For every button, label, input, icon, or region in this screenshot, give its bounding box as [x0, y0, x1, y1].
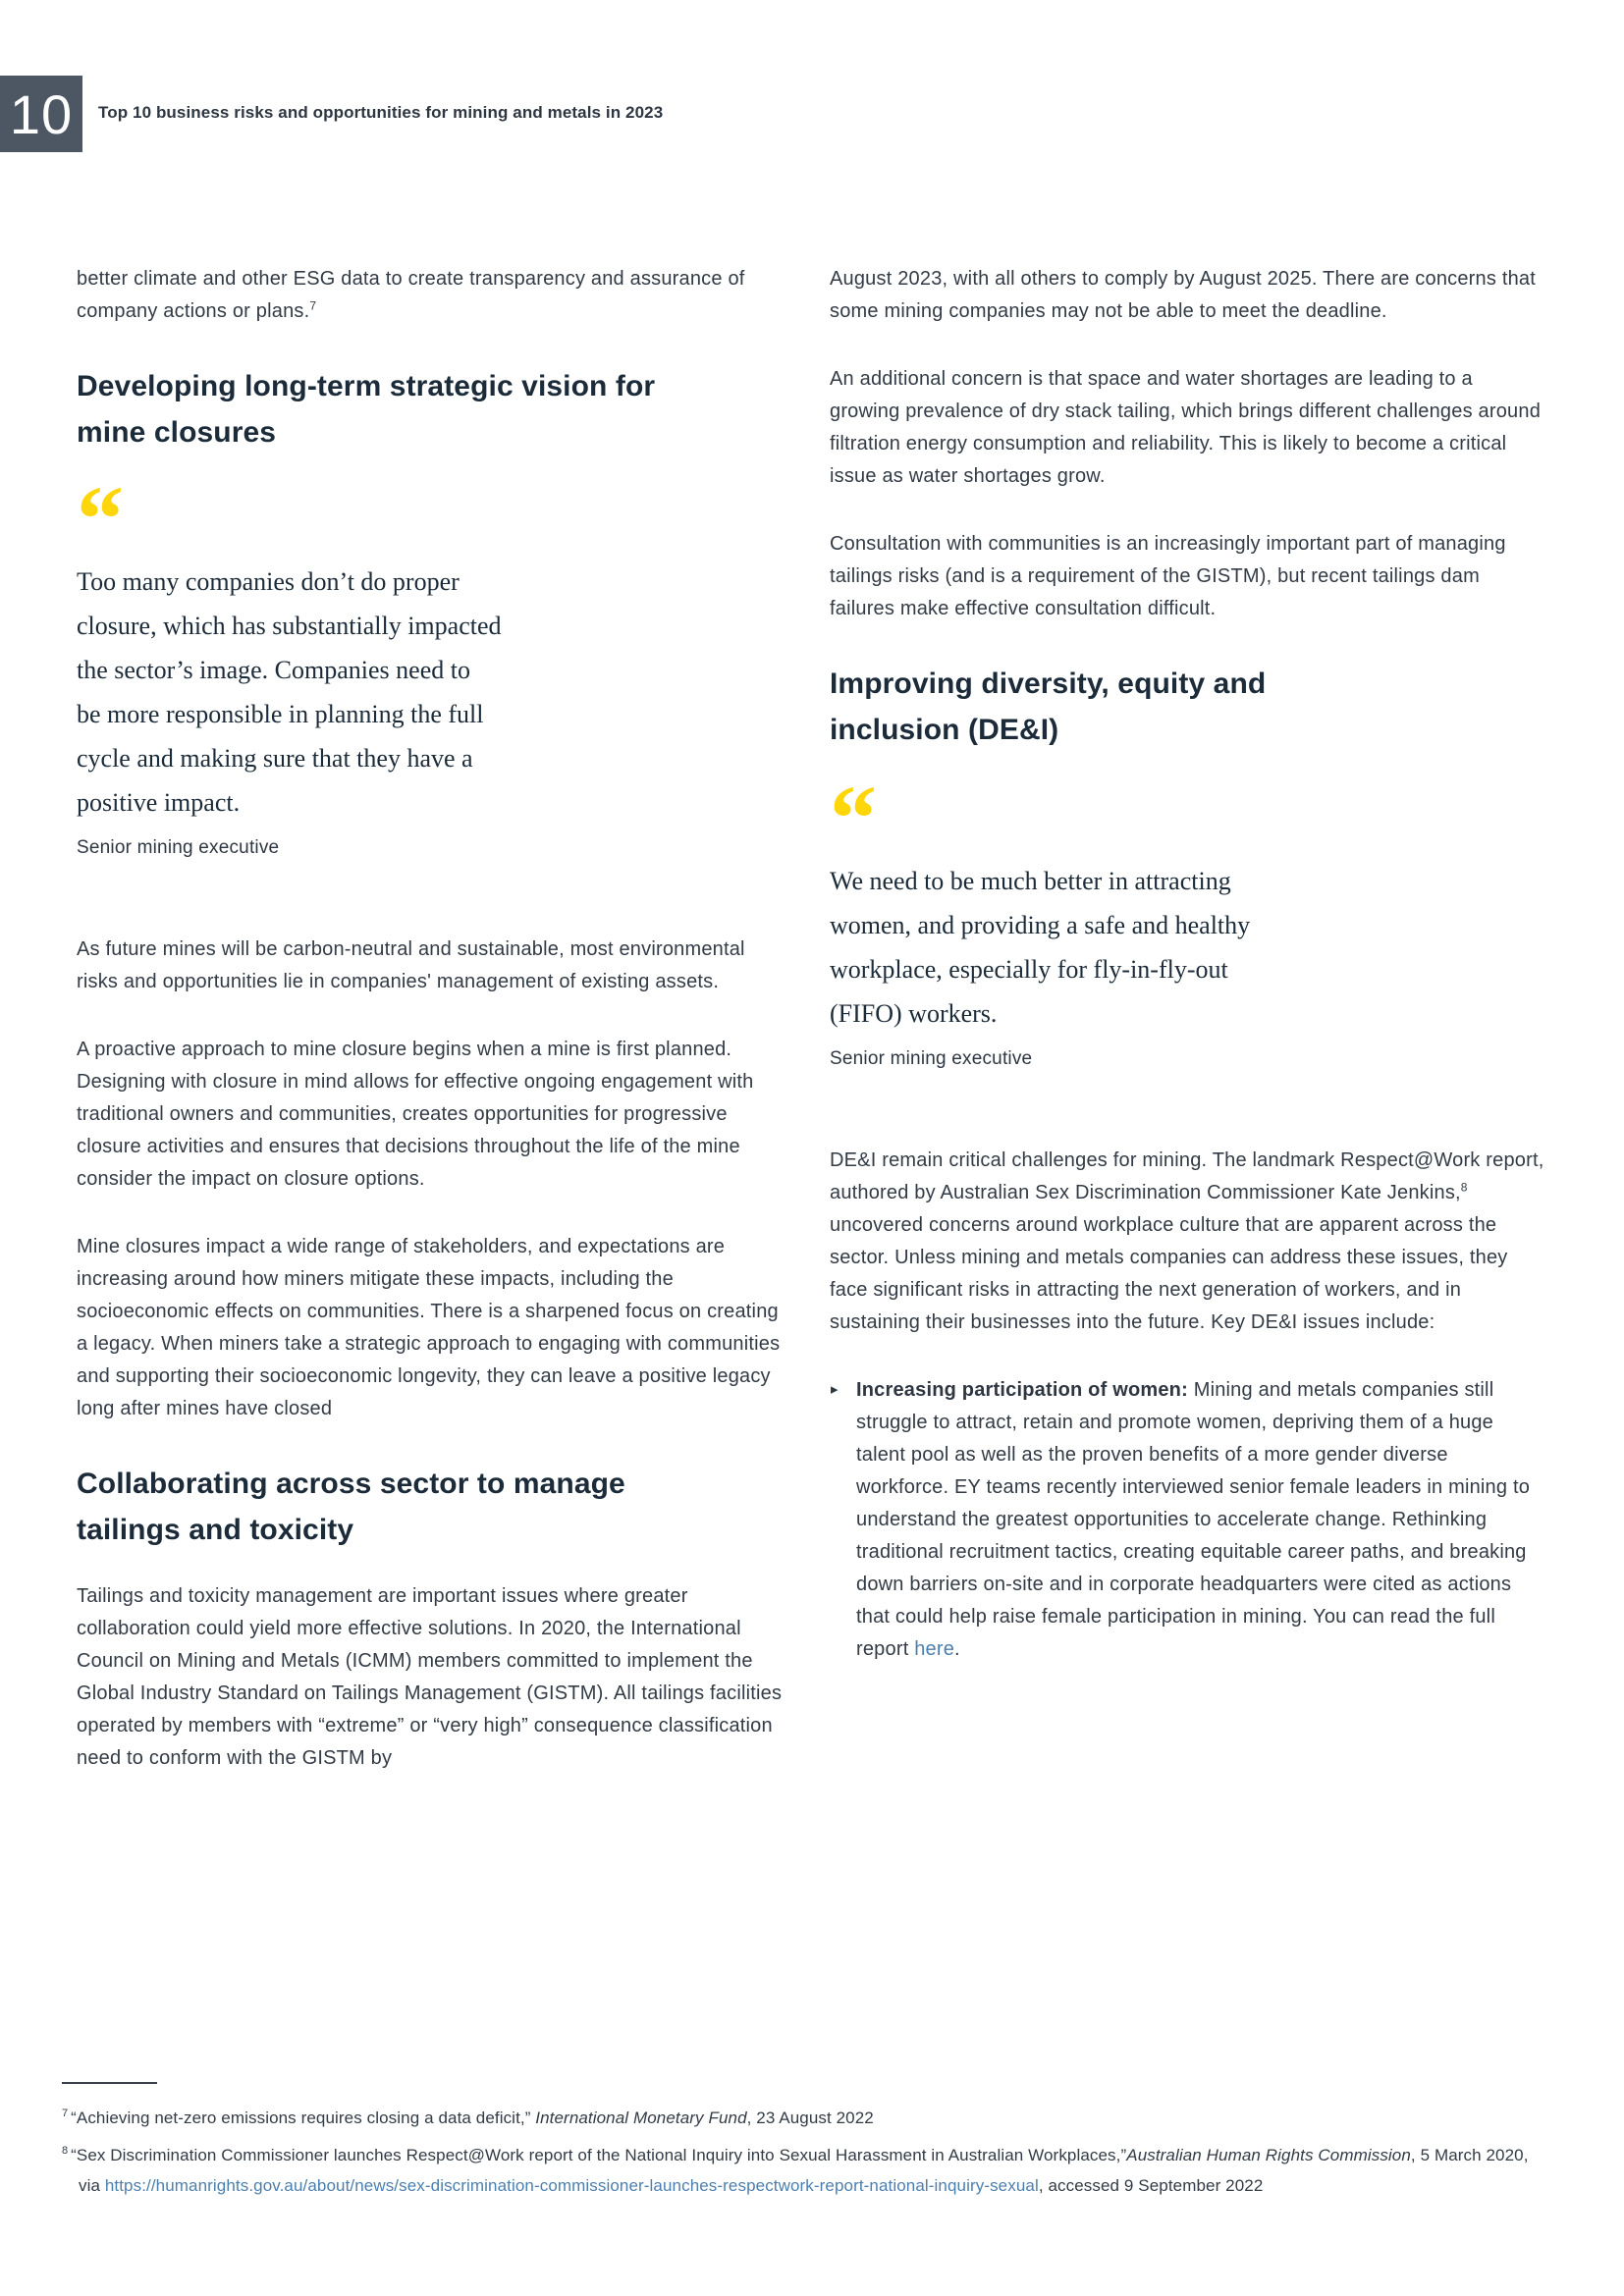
paragraph: Consultation with communities is an increasingly important part of managing tailings risks (and is a requirement of the GISTM), but recent tailings dam failures make effective consultation difficult. — [830, 533, 1506, 619]
paragraph: August 2023, with all others to comply by August 2025. There are concerns that some mining companies may not be able to meet the deadline. — [830, 268, 1536, 322]
quote-line: Too many companies don’t do proper — [77, 567, 460, 596]
footnote-text: , 23 August 2022 — [746, 2109, 874, 2127]
quote-attribution: Senior mining executive — [830, 1048, 1033, 1069]
section-heading-tailings: Collaborating across sector to manage tailings and toxicity — [77, 1468, 625, 1546]
dei-text: DE&I remain critical challenges for mining. The landmark Respect@Work report, authored by Australian Sex Discrimination Commissioner Kate Jenkins, — [830, 1149, 1544, 1203]
footnote-source: Australian Human Rights Commission — [1126, 2146, 1411, 2164]
footnote-source: International Monetary Fund — [535, 2109, 747, 2127]
bullet-lead: Increasing participation of women: — [856, 1379, 1188, 1401]
page-number-box — [0, 76, 82, 152]
page-number: 10 — [9, 82, 74, 145]
paragraph: As future mines will be carbon-neutral and sustainable, most environmental risks and opportunities lie in companies' management of existing assets. — [77, 938, 745, 992]
footnote-text: , accessed 9 September 2022 — [1038, 2176, 1264, 2195]
header-title: Top 10 business risks and opportunities for mining and metals in 2023 — [98, 103, 664, 122]
quote-line: workplace, especially for fly-in-fly-out — [830, 955, 1228, 984]
footnotes-section — [62, 2082, 1540, 2208]
bullet-triangle-icon: ▸ — [831, 1381, 839, 1398]
paragraph: Mine closures impact a wide range of stakeholders, and expectations are increasing around how miners mitigate these impacts, including the socioeconomic effects on communities. There is a sharpened focus on creating a legacy. When miners take a strategic approach to engaging with communities and supporting their socioeconomic longevity, they can leave a positive legacy long after mines have closed — [77, 1236, 781, 1419]
paragraph-intro — [77, 263, 791, 328]
report-here-link[interactable]: here — [914, 1638, 955, 1660]
left-column — [77, 263, 791, 1810]
quote-line: be more responsible in planning the full — [77, 700, 484, 728]
pull-quote — [830, 859, 1544, 1036]
quote-line: (FIFO) workers. — [830, 999, 998, 1028]
footnote-url-link[interactable]: https://humanrights.gov.au/about/news/sex-discrimination-commissioner-launches-respectwork-report-national-inquiry-sexual — [104, 2176, 1039, 2195]
footnote-text: , 5 March 2020, via — [79, 2146, 1529, 2195]
list-item-women-participation — [830, 1374, 1544, 1666]
footnote-divider — [62, 2082, 157, 2084]
quote-attribution: Senior mining executive — [77, 837, 280, 858]
paragraph: A proactive approach to mine closure begins when a mine is first planned. Designing with closure in mind allows for effective ongoing engagement with traditional owners and communities, creates opportunities for progressive closure activities and ensures that decisions throughout the life of the mine consider the impact on closure options. — [77, 1039, 754, 1190]
pull-quote — [77, 560, 791, 825]
footnote-number: 7 — [62, 2108, 69, 2120]
quote-line: the sector’s image. Companies need to — [77, 656, 470, 684]
quote-line: positive impact. — [77, 788, 241, 817]
section-heading-mine-closures: Developing long-term strategic vision for mine closures — [77, 370, 656, 449]
footnote-7 — [62, 2103, 1540, 2133]
right-column — [830, 263, 1544, 1701]
bullet-text-end: . — [954, 1638, 960, 1660]
bullet-text: Mining and metals companies still struggle to attract, retain and promote women, depriving them of a huge talent pool as well as the proven benefits of a more gender diverse workforce. EY teams recently interviewed senior female leaders in mining to understand the greatest opportunities to accelerate change. Rethinking traditional recruitment tactics, creating equitable career paths, and breaking down barriers on-site and in corporate headquarters were cited as actions that could help raise female participation in mining. You can read the full report — [856, 1379, 1531, 1660]
paragraph-dei — [830, 1145, 1544, 1339]
quote-icon: “ — [830, 766, 877, 871]
footnote-8 — [62, 2140, 1540, 2201]
paragraph: An additional concern is that space and water shortages are leading to a growing prevalence of dry stack tailing, which brings different challenges around filtration energy consumption and reliability. This is likely to become a critical issue as water shortages grow. — [830, 368, 1542, 487]
footnote-text: “Achieving net-zero emissions requires closing a data deficit,” — [71, 2109, 536, 2127]
quote-line: closure, which has substantially impacted — [77, 612, 502, 640]
quote-line: cycle and making sure that they have a — [77, 744, 473, 773]
quote-icon: “ — [77, 466, 124, 571]
footnote-ref-8: 8 — [1460, 1180, 1468, 1195]
quote-line: women, and providing a safe and healthy — [830, 911, 1251, 939]
section-heading-dei: Improving diversity, equity and inclusion (DE&I) — [830, 667, 1267, 746]
footnote-text: “Sex Discrimination Commissioner launches Respect@Work report of the National Inquiry into Sexual Harassment in Australian Workplaces,” — [71, 2146, 1127, 2164]
quote-line: We need to be much better in attracting — [830, 867, 1231, 895]
intro-text: better climate and other ESG data to create transparency and assurance of company actions or plans. — [77, 268, 745, 322]
footnote-ref-7: 7 — [309, 298, 317, 313]
paragraph: Tailings and toxicity management are important issues where greater collaboration could yield more effective solutions. In 2020, the International Council on Mining and Metals (ICMM) members committed to implement the Global Industry Standard on Tailings Management (GISTM). All tailings facilities operated by members with “extreme” or “very high” consequence classification need to conform with the GISTM by — [77, 1585, 783, 1769]
footnote-number: 8 — [62, 2145, 69, 2158]
dei-text: uncovered concerns around workplace culture that are apparent across the sector. Unless mining and metals companies can address these issues, they face significant risks in attracting the next generation of workers, and in sustaining their businesses into the future. Key DE&I issues include: — [830, 1214, 1508, 1333]
